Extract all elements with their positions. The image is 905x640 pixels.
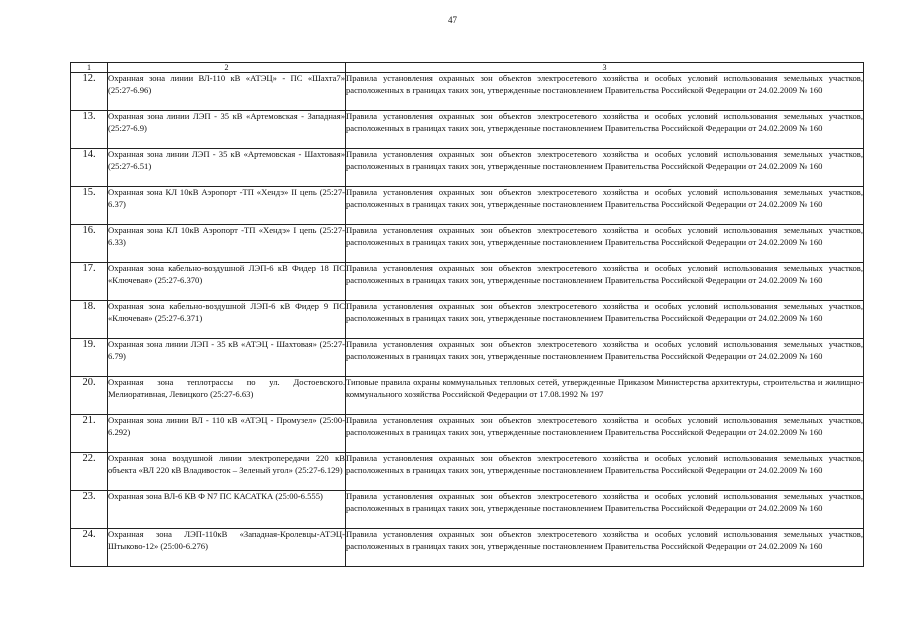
row-number: 15.	[71, 187, 108, 225]
table-row	[71, 339, 864, 377]
table-row	[71, 529, 864, 567]
table-row	[71, 415, 864, 453]
zone-legal-basis: Правила установления охранных зон объектов электросетевого хозяйства и особых условий использования земельных участков, расположенных в границах таких зон, утвержденные постановлением Правительства Российской Федерации от 24.02.2009 № 160	[346, 149, 864, 187]
row-number: 23.	[71, 491, 108, 529]
zone-legal-basis: Правила установления охранных зон объектов электросетевого хозяйства и особых условий использования земельных участков, расположенных в границах таких зон, утвержденные постановлением Правительства Российской Федерации от 24.02.2009 № 160	[346, 491, 864, 529]
page-number: 47	[448, 15, 457, 25]
row-number: 18.	[71, 301, 108, 339]
zone-legal-basis: Правила установления охранных зон объектов электросетевого хозяйства и особых условий использования земельных участков, расположенных в границах таких зон, утвержденные постановлением Правительства Российской Федерации от 24.02.2009 № 160	[346, 111, 864, 149]
zone-name: Охранная зона кабельно-воздушной ЛЭП-6 кВ Фидер 9 ПС «Ключевая» (25:27-6.371)	[108, 301, 346, 339]
zone-name: Охранная зона линии ВЛ-110 кВ «АТЭЦ» - ПС «Шахта7» (25:27-6.96)	[108, 73, 346, 111]
zone-name: Охранная зона КЛ 10кВ Аэропорт -ТП «Хендэ» I цепь (25:27-6.33)	[108, 225, 346, 263]
protection-zones-table	[70, 62, 864, 567]
zone-legal-basis: Правила установления охранных зон объектов электросетевого хозяйства и особых условий использования земельных участков, расположенных в границах таких зон, утвержденные постановлением Правительства Российской Федерации от 24.02.2009 № 160	[346, 339, 864, 377]
zone-name: Охранная зона кабельно-воздушной ЛЭП-6 кВ Фидер 18 ПС «Ключевая» (25:27-6.370)	[108, 263, 346, 301]
zone-legal-basis: Правила установления охранных зон объектов электросетевого хозяйства и особых условий использования земельных участков, расположенных в границах таких зон, утвержденные постановлением Правительства Российской Федерации от 24.02.2009 № 160	[346, 187, 864, 225]
zone-name: Охранная зона теплотрассы по ул. Достоевского. Мелиоративная, Левицкого (25:27-6.63)	[108, 377, 346, 415]
row-number: 14.	[71, 149, 108, 187]
row-number: 19.	[71, 339, 108, 377]
table-row	[71, 73, 864, 111]
zone-legal-basis: Типовые правила охраны коммунальных тепловых сетей, утвержденные Приказом Министерства архитектуры, строительства и жилищно-коммунального хозяйства Российской Федерации от 17.08.1992 № 197	[346, 377, 864, 415]
zone-name: Охранная зона воздушной линии электропередачи 220 кВ объекта «ВЛ 220 кВ Владивосток – Зеленый угол» (25:27-6.129)	[108, 453, 346, 491]
header-col-1: 1	[71, 63, 108, 73]
row-number: 20.	[71, 377, 108, 415]
table-row	[71, 491, 864, 529]
row-number: 24.	[71, 529, 108, 567]
zone-name: Охранная зона линии ЛЭП - 35 кВ «АТЭЦ - Шахтовая» (25:27-6.79)	[108, 339, 346, 377]
table-row	[71, 263, 864, 301]
zone-legal-basis: Правила установления охранных зон объектов электросетевого хозяйства и особых условий использования земельных участков, расположенных в границах таких зон, утвержденные постановлением Правительства Российской Федерации от 24.02.2009 № 160	[346, 301, 864, 339]
table-row	[71, 301, 864, 339]
table-row	[71, 149, 864, 187]
row-number: 22.	[71, 453, 108, 491]
zone-legal-basis: Правила установления охранных зон объектов электросетевого хозяйства и особых условий использования земельных участков, расположенных в границах таких зон, утвержденные постановлением Правительства Российской Федерации от 24.02.2009 № 160	[346, 73, 864, 111]
table-row	[71, 225, 864, 263]
header-col-2: 2	[108, 63, 346, 73]
row-number: 12.	[71, 73, 108, 111]
header-col-3: 3	[346, 63, 864, 73]
zone-legal-basis: Правила установления охранных зон объектов электросетевого хозяйства и особых условий использования земельных участков, расположенных в границах таких зон, утвержденные постановлением Правительства Российской Федерации от 24.02.2009 № 160	[346, 529, 864, 567]
zone-name: Охранная зона линии ВЛ - 110 кВ «АТЭЦ - Промузел» (25:00-6.292)	[108, 415, 346, 453]
zone-legal-basis: Правила установления охранных зон объектов электросетевого хозяйства и особых условий использования земельных участков, расположенных в границах таких зон, утвержденные постановлением Правительства Российской Федерации от 24.02.2009 № 160	[346, 263, 864, 301]
row-number: 21.	[71, 415, 108, 453]
table-header	[71, 63, 864, 73]
zone-legal-basis: Правила установления охранных зон объектов электросетевого хозяйства и особых условий использования земельных участков, расположенных в границах таких зон, утвержденные постановлением Правительства Российской Федерации от 24.02.2009 № 160	[346, 415, 864, 453]
table-row	[71, 187, 864, 225]
row-number: 13.	[71, 111, 108, 149]
table-row	[71, 377, 864, 415]
zone-legal-basis: Правила установления охранных зон объектов электросетевого хозяйства и особых условий использования земельных участков, расположенных в границах таких зон, утвержденные постановлением Правительства Российской Федерации от 24.02.2009 № 160	[346, 225, 864, 263]
row-number: 16.	[71, 225, 108, 263]
zone-name: Охранная зона КЛ 10кВ Аэропорт -ТП «Хендэ» II цепь (25:27-6.37)	[108, 187, 346, 225]
header-row	[71, 63, 864, 73]
zone-name: Охранная зона линии ЛЭП - 35 кВ «Артемовская - Западная» (25:27-6.9)	[108, 111, 346, 149]
zone-name: Охранная зона ЛЭП-110кВ «Западная-Кролевцы-АТЭЦ-Штыково-12» (25:00-6.276)	[108, 529, 346, 567]
table-row	[71, 111, 864, 149]
row-number: 17.	[71, 263, 108, 301]
table-body	[71, 73, 864, 567]
zone-legal-basis: Правила установления охранных зон объектов электросетевого хозяйства и особых условий использования земельных участков, расположенных в границах таких зон, утвержденные постановлением Правительства Российской Федерации от 24.02.2009 № 160	[346, 453, 864, 491]
zone-name: Охранная зона линии ЛЭП - 35 кВ «Артемовская - Шахтовая» (25:27-6.51)	[108, 149, 346, 187]
zone-name: Охранная зона ВЛ-6 КВ Ф N7 ПС КАСАТКА (25:00-6.555)	[108, 491, 346, 529]
table-row	[71, 453, 864, 491]
